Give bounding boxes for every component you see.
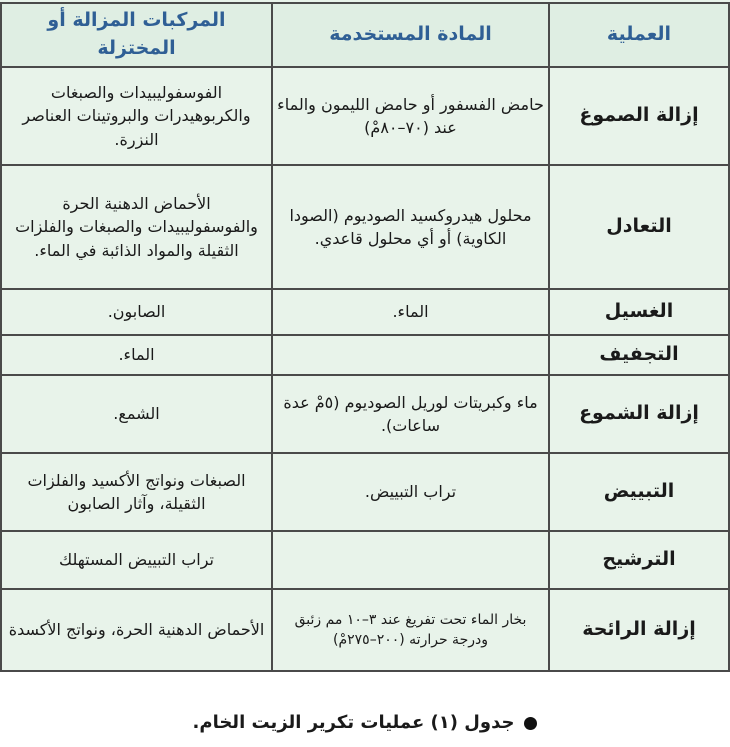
row-operation: التعادل <box>549 165 729 289</box>
row-material <box>272 531 549 589</box>
table-row <box>1 289 729 335</box>
row-material: تراب التبييض. <box>272 453 549 531</box>
row-operation: الترشيح <box>549 531 729 589</box>
refining-table <box>0 2 730 672</box>
table-row <box>1 165 729 289</box>
row-removed: الصابون. <box>1 289 272 335</box>
row-removed: الأحماض الدهنية الحرة، ونواتج الأكسدة <box>1 589 272 671</box>
row-removed: تراب التبييض المستهلك <box>1 531 272 589</box>
row-material: بخار الماء تحت تفريغ عند ٣–١٠ مم زئبق ودرجة حرارته (٢٠٠–٢٧٥مْ) <box>272 589 549 671</box>
row-material: حامض الفسفور أو حامض الليمون والماء عند (٧٠–٨٠مْ) <box>272 67 549 165</box>
row-operation: التبييض <box>549 453 729 531</box>
header-removed: المركبات المزالة أو المختزلة <box>1 3 272 67</box>
caption-text: جدول (١) عمليات تكرير الزيت الخام. <box>192 712 515 733</box>
table-row <box>1 335 729 375</box>
bullet-icon <box>524 717 537 730</box>
header-operation: العملية <box>549 3 729 67</box>
row-removed: الفوسفوليبيدات والصبغات والكربوهيدرات والبروتينات العناصر النزرة. <box>1 67 272 165</box>
row-removed: الشمع. <box>1 375 272 453</box>
header-row <box>1 3 729 67</box>
row-material: محلول هيدروكسيد الصوديوم (الصودا الكاوية) أو أي محلول قاعدي. <box>272 165 549 289</box>
header-material: المادة المستخدمة <box>272 3 549 67</box>
row-material: ماء وكبريتات لوريل الصوديوم (٥مْ عدة ساعات). <box>272 375 549 453</box>
table-row <box>1 453 729 531</box>
table-row <box>1 67 729 165</box>
row-operation: إزالة الصموغ <box>549 67 729 165</box>
row-removed: الأحماض الدهنية الحرة والفوسفوليبيدات والصبغات والفلزات الثقيلة والمواد الذائبة في الماء. <box>1 165 272 289</box>
row-operation: إزالة الرائحة <box>549 589 729 671</box>
row-removed: الماء. <box>1 335 272 375</box>
row-removed: الصبغات ونواتج الأكسيد والفلزات الثقيلة، وآثار الصابون <box>1 453 272 531</box>
row-material <box>272 335 549 375</box>
table-row <box>1 375 729 453</box>
row-operation: التجفيف <box>549 335 729 375</box>
row-operation: إزالة الشموع <box>549 375 729 453</box>
table-caption <box>0 712 730 733</box>
row-material: الماء. <box>272 289 549 335</box>
table-row <box>1 589 729 671</box>
row-operation: الغسيل <box>549 289 729 335</box>
table-row <box>1 531 729 589</box>
